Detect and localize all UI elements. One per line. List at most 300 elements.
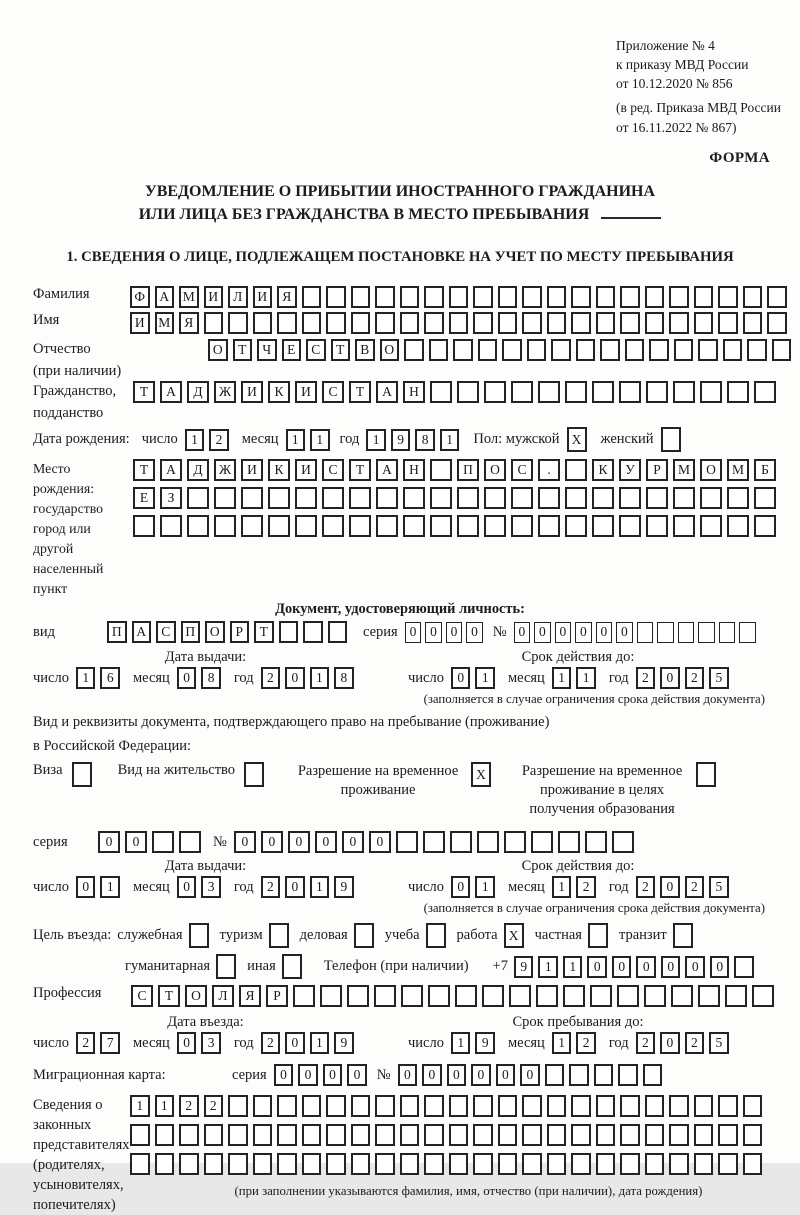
char-cell[interactable] — [734, 956, 754, 978]
char-cell[interactable] — [596, 1153, 616, 1175]
char-cell[interactable] — [718, 1124, 738, 1146]
char-cell[interactable]: Т — [133, 381, 155, 403]
char-cell[interactable] — [565, 515, 587, 537]
char-cell[interactable]: С — [156, 621, 176, 643]
char-cell[interactable] — [504, 831, 526, 853]
char-cell[interactable] — [295, 487, 317, 509]
char-cell[interactable]: 0 — [288, 831, 310, 853]
char-cell[interactable] — [617, 985, 639, 1007]
char-cell[interactable]: 1 — [475, 667, 495, 689]
char-cell[interactable]: М — [727, 459, 749, 481]
char-cell[interactable]: 0 — [425, 622, 442, 643]
char-cell[interactable]: 2 — [636, 667, 656, 689]
char-cell[interactable] — [457, 515, 479, 537]
char-cell[interactable] — [743, 1153, 763, 1175]
purpose-business-checkbox[interactable] — [354, 923, 374, 948]
char-cell[interactable] — [351, 1153, 371, 1175]
char-cell[interactable]: 3 — [201, 876, 221, 898]
char-cell[interactable]: 0 — [342, 831, 364, 853]
char-cell[interactable] — [694, 1153, 714, 1175]
char-cell[interactable] — [320, 985, 342, 1007]
char-cell[interactable] — [498, 1124, 518, 1146]
char-cell[interactable] — [646, 515, 668, 537]
char-cell[interactable] — [400, 312, 420, 334]
char-cell[interactable]: 0 — [177, 667, 197, 689]
char-cell[interactable]: 7 — [100, 1032, 120, 1054]
char-cell[interactable]: 0 — [685, 956, 705, 978]
char-cell[interactable] — [678, 622, 695, 643]
char-cell[interactable] — [179, 1124, 199, 1146]
char-cell[interactable]: С — [511, 459, 533, 481]
char-cell[interactable] — [569, 1064, 589, 1086]
char-cell[interactable] — [645, 1095, 665, 1117]
char-cell[interactable]: О — [185, 985, 207, 1007]
char-cell[interactable]: 9 — [334, 876, 354, 898]
char-cell[interactable] — [423, 831, 445, 853]
char-cell[interactable] — [694, 1095, 714, 1117]
char-cell[interactable]: 0 — [285, 1032, 305, 1054]
char-cell[interactable]: 0 — [347, 1064, 367, 1086]
char-cell[interactable] — [698, 622, 715, 643]
char-cell[interactable] — [619, 487, 641, 509]
char-cell[interactable] — [400, 286, 420, 308]
char-cell[interactable]: 0 — [612, 956, 632, 978]
char-cell[interactable] — [563, 985, 585, 1007]
char-cell[interactable] — [527, 339, 547, 361]
char-cell[interactable] — [430, 487, 452, 509]
char-cell[interactable] — [351, 1095, 371, 1117]
char-cell[interactable]: 0 — [447, 1064, 467, 1086]
char-cell[interactable]: Р — [230, 621, 250, 643]
char-cell[interactable]: 1 — [286, 429, 306, 451]
char-cell[interactable] — [585, 831, 607, 853]
char-cell[interactable] — [576, 339, 596, 361]
char-cell[interactable]: И — [253, 286, 273, 308]
char-cell[interactable] — [571, 1095, 591, 1117]
char-cell[interactable] — [511, 515, 533, 537]
char-cell[interactable] — [767, 286, 787, 308]
char-cell[interactable] — [644, 985, 666, 1007]
char-cell[interactable]: Л — [228, 286, 248, 308]
char-cell[interactable] — [669, 1153, 689, 1175]
char-cell[interactable] — [743, 286, 763, 308]
char-cell[interactable]: 2 — [209, 429, 229, 451]
char-cell[interactable] — [404, 339, 424, 361]
char-cell[interactable]: 2 — [76, 1032, 96, 1054]
char-cell[interactable] — [403, 487, 425, 509]
char-cell[interactable] — [253, 312, 273, 334]
char-cell[interactable] — [268, 515, 290, 537]
char-cell[interactable] — [457, 487, 479, 509]
char-cell[interactable]: 0 — [660, 667, 680, 689]
char-cell[interactable]: А — [132, 621, 152, 643]
char-cell[interactable] — [457, 381, 479, 403]
char-cell[interactable]: П — [107, 621, 127, 643]
char-cell[interactable] — [228, 1124, 248, 1146]
char-cell[interactable]: Т — [254, 621, 274, 643]
char-cell[interactable] — [536, 985, 558, 1007]
char-cell[interactable] — [302, 286, 322, 308]
char-cell[interactable] — [326, 1153, 346, 1175]
char-cell[interactable] — [449, 312, 469, 334]
char-cell[interactable]: О — [208, 339, 228, 361]
char-cell[interactable]: 1 — [366, 429, 386, 451]
char-cell[interactable]: 0 — [177, 1032, 197, 1054]
char-cell[interactable]: 0 — [98, 831, 120, 853]
char-cell[interactable] — [449, 1095, 469, 1117]
char-cell[interactable]: 0 — [520, 1064, 540, 1086]
char-cell[interactable] — [302, 312, 322, 334]
char-cell[interactable] — [645, 1153, 665, 1175]
char-cell[interactable] — [612, 831, 634, 853]
char-cell[interactable]: К — [592, 459, 614, 481]
char-cell[interactable] — [673, 381, 695, 403]
char-cell[interactable]: Л — [212, 985, 234, 1007]
char-cell[interactable]: Я — [239, 985, 261, 1007]
char-cell[interactable]: 1 — [552, 876, 572, 898]
char-cell[interactable]: А — [376, 381, 398, 403]
char-cell[interactable]: 9 — [475, 1032, 495, 1054]
char-cell[interactable]: 6 — [100, 667, 120, 689]
char-cell[interactable] — [620, 312, 640, 334]
char-cell[interactable]: 0 — [274, 1064, 294, 1086]
char-cell[interactable]: 8 — [201, 667, 221, 689]
char-cell[interactable]: 0 — [261, 831, 283, 853]
char-cell[interactable]: 0 — [369, 831, 391, 853]
char-cell[interactable]: 0 — [661, 956, 681, 978]
char-cell[interactable]: 0 — [234, 831, 256, 853]
char-cell[interactable] — [565, 381, 587, 403]
char-cell[interactable]: Р — [266, 985, 288, 1007]
char-cell[interactable] — [403, 515, 425, 537]
char-cell[interactable] — [645, 286, 665, 308]
char-cell[interactable]: П — [457, 459, 479, 481]
char-cell[interactable]: Н — [403, 381, 425, 403]
char-cell[interactable] — [277, 1124, 297, 1146]
char-cell[interactable] — [374, 985, 396, 1007]
char-cell[interactable] — [498, 286, 518, 308]
char-cell[interactable] — [204, 1124, 224, 1146]
char-cell[interactable]: О — [380, 339, 400, 361]
char-cell[interactable]: 2 — [261, 1032, 281, 1054]
char-cell[interactable] — [179, 1153, 199, 1175]
char-cell[interactable]: И — [295, 459, 317, 481]
char-cell[interactable] — [277, 312, 297, 334]
char-cell[interactable]: Р — [646, 459, 668, 481]
char-cell[interactable] — [547, 1153, 567, 1175]
char-cell[interactable] — [565, 459, 587, 481]
char-cell[interactable]: В — [355, 339, 375, 361]
char-cell[interactable]: 1 — [310, 429, 330, 451]
char-cell[interactable]: С — [322, 381, 344, 403]
char-cell[interactable] — [637, 622, 654, 643]
char-cell[interactable]: 0 — [451, 667, 471, 689]
char-cell[interactable] — [752, 985, 774, 1007]
char-cell[interactable] — [723, 339, 743, 361]
char-cell[interactable] — [351, 286, 371, 308]
char-cell[interactable] — [754, 515, 776, 537]
char-cell[interactable] — [547, 312, 567, 334]
char-cell[interactable]: П — [181, 621, 201, 643]
char-cell[interactable] — [326, 286, 346, 308]
char-cell[interactable]: 9 — [391, 429, 411, 451]
char-cell[interactable] — [322, 515, 344, 537]
char-cell[interactable] — [401, 985, 423, 1007]
char-cell[interactable] — [279, 621, 299, 643]
char-cell[interactable]: 0 — [575, 622, 592, 643]
char-cell[interactable]: 0 — [451, 876, 471, 898]
char-cell[interactable] — [400, 1153, 420, 1175]
char-cell[interactable] — [538, 487, 560, 509]
char-cell[interactable] — [596, 312, 616, 334]
char-cell[interactable] — [375, 1095, 395, 1117]
char-cell[interactable]: Е — [282, 339, 302, 361]
char-cell[interactable] — [204, 1153, 224, 1175]
char-cell[interactable] — [187, 487, 209, 509]
char-cell[interactable]: Т — [158, 985, 180, 1007]
char-cell[interactable]: С — [306, 339, 326, 361]
char-cell[interactable] — [349, 515, 371, 537]
char-cell[interactable]: 2 — [261, 667, 281, 689]
char-cell[interactable] — [620, 286, 640, 308]
char-cell[interactable]: 0 — [471, 1064, 491, 1086]
char-cell[interactable]: А — [160, 381, 182, 403]
char-cell[interactable]: Я — [277, 286, 297, 308]
char-cell[interactable] — [620, 1153, 640, 1175]
char-cell[interactable]: М — [673, 459, 695, 481]
char-cell[interactable]: 0 — [616, 622, 633, 643]
char-cell[interactable]: 1 — [576, 667, 596, 689]
char-cell[interactable] — [643, 1064, 663, 1086]
char-cell[interactable] — [571, 312, 591, 334]
char-cell[interactable]: 0 — [285, 876, 305, 898]
char-cell[interactable]: 0 — [534, 622, 551, 643]
char-cell[interactable]: Д — [187, 459, 209, 481]
char-cell[interactable] — [596, 286, 616, 308]
char-cell[interactable] — [511, 487, 533, 509]
char-cell[interactable] — [700, 487, 722, 509]
char-cell[interactable]: И — [204, 286, 224, 308]
char-cell[interactable] — [743, 1124, 763, 1146]
char-cell[interactable]: . — [538, 459, 560, 481]
char-cell[interactable]: 0 — [660, 1032, 680, 1054]
char-cell[interactable] — [253, 1095, 273, 1117]
char-cell[interactable]: С — [131, 985, 153, 1007]
char-cell[interactable] — [718, 312, 738, 334]
char-cell[interactable] — [618, 1064, 638, 1086]
char-cell[interactable] — [669, 1124, 689, 1146]
char-cell[interactable] — [592, 515, 614, 537]
char-cell[interactable] — [228, 1153, 248, 1175]
char-cell[interactable] — [700, 515, 722, 537]
char-cell[interactable] — [498, 1095, 518, 1117]
char-cell[interactable] — [625, 339, 645, 361]
char-cell[interactable] — [547, 286, 567, 308]
char-cell[interactable] — [671, 985, 693, 1007]
char-cell[interactable]: 2 — [685, 667, 705, 689]
char-cell[interactable]: 1 — [552, 1032, 572, 1054]
char-cell[interactable]: Т — [133, 459, 155, 481]
char-cell[interactable] — [600, 339, 620, 361]
char-cell[interactable] — [449, 1124, 469, 1146]
char-cell[interactable]: 1 — [538, 956, 558, 978]
char-cell[interactable] — [547, 1095, 567, 1117]
char-cell[interactable]: А — [160, 459, 182, 481]
char-cell[interactable]: 0 — [315, 831, 337, 853]
char-cell[interactable] — [620, 1124, 640, 1146]
char-cell[interactable] — [657, 622, 674, 643]
char-cell[interactable] — [253, 1153, 273, 1175]
char-cell[interactable] — [522, 1124, 542, 1146]
char-cell[interactable] — [531, 831, 553, 853]
char-cell[interactable] — [424, 312, 444, 334]
char-cell[interactable]: 0 — [76, 876, 96, 898]
char-cell[interactable] — [669, 286, 689, 308]
char-cell[interactable] — [619, 381, 641, 403]
char-cell[interactable] — [241, 515, 263, 537]
char-cell[interactable] — [295, 515, 317, 537]
char-cell[interactable]: 0 — [446, 622, 463, 643]
char-cell[interactable] — [424, 1095, 444, 1117]
char-cell[interactable]: А — [155, 286, 175, 308]
char-cell[interactable] — [253, 1124, 273, 1146]
char-cell[interactable]: 0 — [398, 1064, 418, 1086]
char-cell[interactable] — [698, 339, 718, 361]
char-cell[interactable] — [673, 515, 695, 537]
char-cell[interactable] — [484, 487, 506, 509]
char-cell[interactable]: О — [484, 459, 506, 481]
char-cell[interactable]: Ч — [257, 339, 277, 361]
char-cell[interactable]: 1 — [451, 1032, 471, 1054]
purpose-humanitarian-checkbox[interactable] — [216, 954, 236, 979]
char-cell[interactable] — [772, 339, 792, 361]
char-cell[interactable] — [700, 381, 722, 403]
char-cell[interactable]: 5 — [709, 876, 729, 898]
char-cell[interactable] — [349, 487, 371, 509]
char-cell[interactable] — [592, 487, 614, 509]
char-cell[interactable]: 1 — [310, 876, 330, 898]
char-cell[interactable]: 0 — [587, 956, 607, 978]
char-cell[interactable]: 2 — [685, 1032, 705, 1054]
char-cell[interactable] — [571, 1124, 591, 1146]
char-cell[interactable] — [646, 381, 668, 403]
visa-checkbox[interactable] — [72, 762, 92, 787]
char-cell[interactable] — [694, 286, 714, 308]
char-cell[interactable] — [473, 312, 493, 334]
char-cell[interactable]: Ж — [214, 459, 236, 481]
char-cell[interactable] — [277, 1095, 297, 1117]
char-cell[interactable] — [430, 459, 452, 481]
char-cell[interactable] — [400, 1124, 420, 1146]
char-cell[interactable]: 0 — [660, 876, 680, 898]
char-cell[interactable]: О — [700, 459, 722, 481]
char-cell[interactable] — [430, 515, 452, 537]
char-cell[interactable] — [619, 515, 641, 537]
char-cell[interactable]: Т — [349, 459, 371, 481]
char-cell[interactable] — [747, 339, 767, 361]
char-cell[interactable]: 1 — [76, 667, 96, 689]
char-cell[interactable] — [694, 1124, 714, 1146]
char-cell[interactable] — [646, 487, 668, 509]
char-cell[interactable] — [302, 1153, 322, 1175]
char-cell[interactable] — [727, 381, 749, 403]
char-cell[interactable] — [673, 487, 695, 509]
char-cell[interactable] — [450, 831, 472, 853]
char-cell[interactable] — [268, 487, 290, 509]
char-cell[interactable]: А — [376, 459, 398, 481]
char-cell[interactable] — [594, 1064, 614, 1086]
char-cell[interactable] — [718, 1153, 738, 1175]
char-cell[interactable] — [326, 312, 346, 334]
purpose-transit-checkbox[interactable] — [673, 923, 693, 948]
char-cell[interactable] — [590, 985, 612, 1007]
char-cell[interactable] — [743, 312, 763, 334]
char-cell[interactable] — [228, 1095, 248, 1117]
purpose-tourism-checkbox[interactable] — [269, 923, 289, 948]
char-cell[interactable]: 0 — [405, 622, 422, 643]
char-cell[interactable] — [718, 286, 738, 308]
char-cell[interactable]: 5 — [709, 1032, 729, 1054]
char-cell[interactable]: 1 — [155, 1095, 175, 1117]
char-cell[interactable]: Н — [403, 459, 425, 481]
char-cell[interactable] — [214, 515, 236, 537]
char-cell[interactable]: 1 — [310, 667, 330, 689]
char-cell[interactable] — [347, 985, 369, 1007]
char-cell[interactable] — [424, 286, 444, 308]
char-cell[interactable]: 9 — [334, 1032, 354, 1054]
char-cell[interactable] — [743, 1095, 763, 1117]
char-cell[interactable]: 1 — [552, 667, 572, 689]
char-cell[interactable] — [430, 381, 452, 403]
char-cell[interactable] — [522, 1153, 542, 1175]
char-cell[interactable]: 1 — [563, 956, 583, 978]
char-cell[interactable]: И — [295, 381, 317, 403]
char-cell[interactable] — [302, 1095, 322, 1117]
char-cell[interactable] — [449, 1153, 469, 1175]
char-cell[interactable]: 2 — [576, 1032, 596, 1054]
char-cell[interactable] — [130, 1124, 150, 1146]
char-cell[interactable] — [596, 1124, 616, 1146]
char-cell[interactable] — [547, 1124, 567, 1146]
char-cell[interactable]: 2 — [576, 876, 596, 898]
char-cell[interactable] — [669, 312, 689, 334]
char-cell[interactable] — [376, 487, 398, 509]
purpose-other-checkbox[interactable] — [282, 954, 302, 979]
char-cell[interactable] — [473, 1124, 493, 1146]
char-cell[interactable]: У — [619, 459, 641, 481]
purpose-study-checkbox[interactable] — [426, 923, 446, 948]
char-cell[interactable] — [424, 1124, 444, 1146]
char-cell[interactable] — [375, 312, 395, 334]
char-cell[interactable]: Б — [754, 459, 776, 481]
char-cell[interactable] — [674, 339, 694, 361]
char-cell[interactable]: Ф — [130, 286, 150, 308]
char-cell[interactable] — [302, 1124, 322, 1146]
char-cell[interactable] — [596, 1095, 616, 1117]
char-cell[interactable] — [522, 286, 542, 308]
sex-male-checkbox[interactable]: X — [567, 427, 587, 452]
char-cell[interactable]: К — [268, 381, 290, 403]
char-cell[interactable]: 0 — [177, 876, 197, 898]
char-cell[interactable] — [133, 515, 155, 537]
char-cell[interactable] — [375, 1153, 395, 1175]
char-cell[interactable]: О — [205, 621, 225, 643]
char-cell[interactable] — [545, 1064, 565, 1086]
char-cell[interactable]: Т — [233, 339, 253, 361]
char-cell[interactable] — [424, 1153, 444, 1175]
char-cell[interactable]: М — [179, 286, 199, 308]
char-cell[interactable] — [565, 487, 587, 509]
